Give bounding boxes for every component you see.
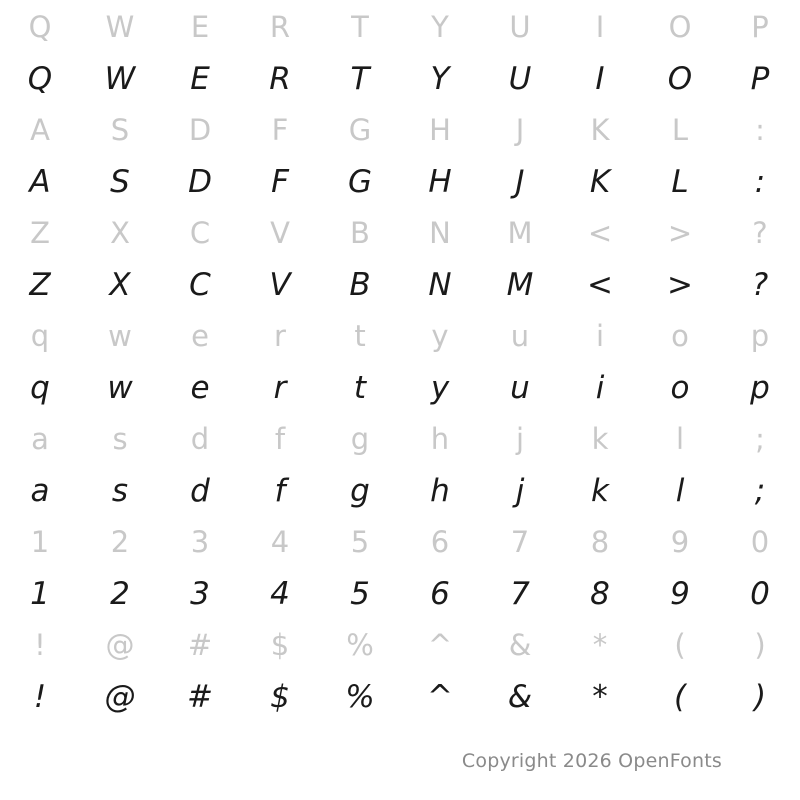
glyph-cell: * (592, 678, 608, 715)
glyph-cell: T (351, 10, 369, 44)
glyph-row-sample (0, 568, 800, 620)
glyph-cell: f (274, 472, 286, 509)
glyph-cell: L (671, 113, 689, 147)
glyph-cell: G (347, 163, 373, 200)
glyph-cell: ) (753, 678, 767, 715)
glyph-cell: t (353, 369, 367, 406)
glyph-cell: u (510, 369, 530, 406)
glyph-cell: a (31, 422, 49, 456)
glyph-cell: H (428, 163, 452, 200)
glyph-row-reference (0, 414, 800, 465)
glyph-cell: q (30, 319, 50, 353)
glyph-cell: s (111, 472, 129, 509)
glyph-cell: < (587, 266, 613, 303)
glyph-cell: M (506, 266, 534, 303)
glyph-cell: f (274, 422, 286, 456)
glyph-cell: * (592, 628, 608, 662)
glyph-cell: ; (754, 472, 766, 509)
glyph-row-sample (0, 53, 800, 105)
glyph-cell: D (188, 113, 212, 147)
glyph-cell: $ (270, 678, 290, 715)
glyph-cell: 1 (30, 525, 50, 559)
glyph-cell: X (110, 216, 130, 250)
glyph-cell: o (670, 369, 690, 406)
glyph-cell: P (751, 10, 769, 44)
glyph-cell: ! (33, 678, 47, 715)
glyph-cell: Q (28, 10, 52, 44)
glyph-cell: I (595, 60, 605, 97)
glyph-cell: ! (34, 628, 46, 662)
glyph-cell: 3 (190, 575, 210, 612)
glyph-cell: & (507, 678, 533, 715)
glyph-cell: ^ (427, 628, 453, 662)
glyph-cell: o (671, 319, 689, 353)
glyph-cell: # (187, 628, 213, 662)
glyph-cell: s (112, 422, 128, 456)
glyph-row-sample (0, 259, 800, 311)
glyph-cell: w (107, 369, 133, 406)
glyph-cell: 4 (270, 575, 290, 612)
glyph-cell: C (189, 216, 211, 250)
glyph-cell: A (29, 163, 51, 200)
glyph-row-reference (0, 311, 800, 362)
glyph-row-reference (0, 208, 800, 259)
glyph-cell: 5 (350, 525, 370, 559)
glyph-cell: L (671, 163, 689, 200)
glyph-cell: V (270, 216, 290, 250)
glyph-cell: e (191, 319, 209, 353)
glyph-cell: S (110, 163, 130, 200)
glyph-cell: 1 (30, 575, 50, 612)
glyph-cell: # (187, 678, 213, 715)
glyph-cell: S (110, 113, 130, 147)
glyph-cell: 0 (750, 575, 770, 612)
glyph-row-reference (0, 2, 800, 53)
glyph-cell: E (190, 10, 210, 44)
glyph-cell: Y (430, 60, 450, 97)
glyph-cell: Y (431, 10, 449, 44)
glyph-cell: $ (270, 628, 290, 662)
glyph-cell: j (515, 472, 525, 509)
glyph-cell: g (350, 422, 370, 456)
glyph-cell: t (354, 319, 366, 353)
copyright-notice: Copyright 2026 OpenFonts (461, 750, 722, 772)
glyph-cell: E (190, 60, 210, 97)
glyph-cell: W (104, 60, 136, 97)
glyph-cell: O (667, 60, 693, 97)
glyph-cell: d (190, 422, 210, 456)
glyph-cell: R (269, 60, 291, 97)
glyph-cell: h (430, 472, 450, 509)
glyph-cell: ) (754, 628, 766, 662)
glyph-cell: F (271, 163, 289, 200)
glyph-cell: g (350, 472, 370, 509)
glyph-cell: B (349, 266, 371, 303)
glyph-cell: K (590, 113, 610, 147)
glyph-cell: ; (755, 422, 765, 456)
glyph-cell: y (431, 319, 449, 353)
glyph-row-reference (0, 105, 800, 156)
glyph-row-sample (0, 156, 800, 208)
glyph-cell: > (667, 266, 693, 303)
glyph-cell: % (345, 678, 375, 715)
glyph-cell: P (750, 60, 770, 97)
glyph-cell: l (675, 472, 685, 509)
glyph-cell: ? (751, 266, 769, 303)
glyph-cell: U (508, 60, 532, 97)
glyph-cell: G (348, 113, 372, 147)
glyph-cell: Z (30, 216, 50, 250)
glyph-cell: u (510, 319, 530, 353)
glyph-cell: 0 (750, 525, 770, 559)
glyph-cell: T (350, 60, 370, 97)
glyph-cell: I (595, 10, 605, 44)
glyph-cell: p (750, 319, 770, 353)
glyph-cell: N (428, 266, 452, 303)
glyph-cell: a (30, 472, 50, 509)
glyph-cell: : (755, 113, 765, 147)
glyph-cell: @ (105, 628, 135, 662)
glyph-cell: U (509, 10, 531, 44)
glyph-cell: h (430, 422, 450, 456)
glyph-cell: k (591, 422, 609, 456)
glyph-cell: A (30, 113, 50, 147)
glyph-cell: d (190, 472, 210, 509)
glyph-cell: Q (27, 60, 53, 97)
glyph-cell: N (429, 216, 451, 250)
glyph-cell: w (108, 319, 132, 353)
glyph-cell: r (273, 369, 287, 406)
glyph-cell: R (269, 10, 291, 44)
glyph-cell: l (675, 422, 685, 456)
glyph-cell: ( (674, 628, 686, 662)
glyph-cell: 2 (110, 525, 130, 559)
glyph-cell: 9 (670, 575, 690, 612)
glyph-row-sample (0, 362, 800, 414)
glyph-cell: > (667, 216, 693, 250)
glyph-cell: & (508, 628, 532, 662)
glyph-cell: @ (104, 678, 136, 715)
glyph-cell: r (274, 319, 286, 353)
glyph-cell: J (515, 163, 525, 200)
glyph-cell: 4 (270, 525, 290, 559)
glyph-cell: 5 (350, 575, 370, 612)
glyph-cell: K (589, 163, 611, 200)
glyph-cell: e (190, 369, 210, 406)
glyph-cell: V (269, 266, 291, 303)
glyph-cell: Z (29, 266, 51, 303)
glyph-cell: i (595, 319, 605, 353)
glyph-cell: 9 (670, 525, 690, 559)
glyph-cell: ? (752, 216, 768, 250)
glyph-cell: k (591, 472, 609, 509)
glyph-row-sample (0, 465, 800, 517)
glyph-cell: j (515, 422, 525, 456)
glyph-row-reference (0, 517, 800, 568)
glyph-cell: ( (673, 678, 687, 715)
glyph-cell: ^ (427, 678, 453, 715)
glyph-row-reference (0, 620, 800, 671)
glyph-cell: p (750, 369, 770, 406)
glyph-cell: W (105, 10, 135, 44)
glyph-cell: 6 (430, 525, 450, 559)
glyph-cell: M (507, 216, 533, 250)
glyph-row-sample (0, 671, 800, 723)
glyph-cell: X (109, 266, 131, 303)
glyph-cell: F (271, 113, 289, 147)
glyph-cell: J (515, 113, 525, 147)
glyph-cell: : (754, 163, 766, 200)
glyph-cell: 7 (510, 525, 530, 559)
glyph-cell: y (430, 369, 450, 406)
glyph-cell: < (587, 216, 613, 250)
glyph-cell: i (595, 369, 605, 406)
glyph-cell: C (189, 266, 211, 303)
glyph-cell: q (30, 369, 50, 406)
glyph-cell: O (668, 10, 692, 44)
glyph-cell: % (346, 628, 374, 662)
glyph-cell: 8 (590, 575, 610, 612)
glyph-cell: 3 (190, 525, 210, 559)
glyph-cell: 6 (430, 575, 450, 612)
glyph-cell: D (188, 163, 212, 200)
glyph-cell: 7 (510, 575, 530, 612)
glyph-cell: 8 (590, 525, 610, 559)
glyph-cell: B (350, 216, 370, 250)
glyph-cell: 2 (110, 575, 130, 612)
glyph-cell: H (429, 113, 451, 147)
